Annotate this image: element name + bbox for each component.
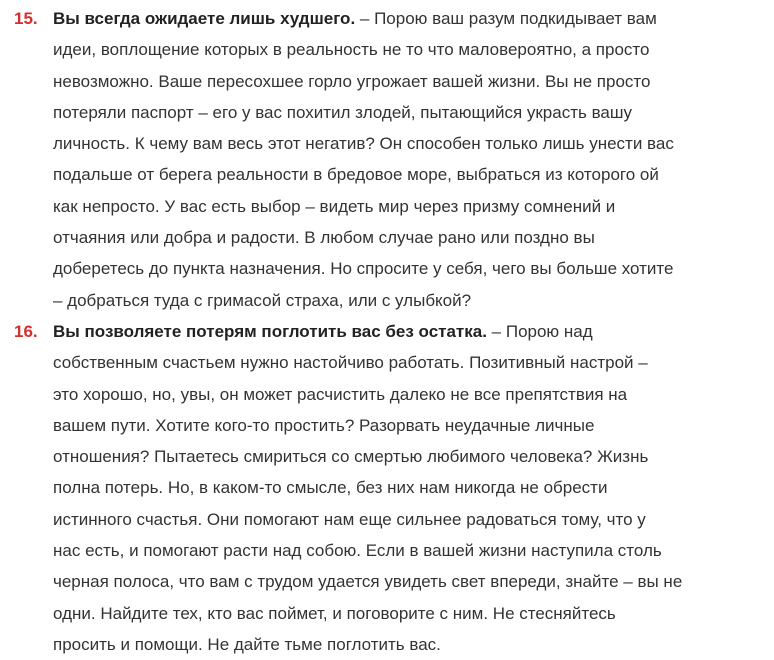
item-number: 15. [14,9,38,28]
paragraph-line: невозможно. Ваше пересохшее горло угрожает вашей жизни. Вы не просто [53,71,651,91]
paragraph-line: это хорошо, но, увы, он может расчистить далеко не все препятствия на [53,384,628,404]
paragraph-line: доберетесь до пункта назначения. Но спросите у себя, чего вы больше хотите [53,259,674,279]
paragraph-line: – добраться туда с гримасой страха, или с улыбкой? [53,290,472,310]
item-title: Вы позволяете потерям поглотить вас без остатка. [53,322,487,341]
paragraph-line: личность. К чему вам весь этот негатив? Он способен только лишь унести вас [53,134,674,154]
paragraph-line [53,3,771,34]
paragraph-line: одни. Найдите тех, кто вас поймет, и поговорите с ним. Не стесняйтесь [53,603,616,623]
paragraph-line: нас есть, и помогают расти над собою. Если в вашей жизни наступила столь [53,541,662,561]
item-title: Вы всегда ожидаете лишь худшего. [53,9,356,28]
paragraph-line: просить и помощи. Не дайте тьме поглотить вас. [53,634,441,654]
paragraph-line: вашем пути. Хотите кого-то простить? Разорвать неудачные личные [53,415,595,435]
paragraph-line [53,316,771,347]
paragraph-line: отчаяния или добра и радости. В любом случае рано или поздно вы [53,228,595,248]
paragraph-line: подальше от берега реальности в бредовое море, выбраться из которого ой [53,165,659,185]
paragraph-text: – Порою над [486,322,593,341]
paragraph-line: собственным счастьем нужно настойчиво работать. Позитивный настрой – [53,353,648,373]
paragraph-line: как непросто. У вас есть выбор – видеть мир через призму сомнений и [53,196,616,216]
paragraph-line: истинного счастья. Они помогают нам еще сильнее радоваться тому, что у [53,509,646,529]
paragraph-line: потеряли паспорт – его у вас похитил злодей, пытающийся украсть вашу [53,102,633,122]
paragraph-line: идеи, воплощение которых в реальность не то что маловероятно, а просто [53,40,650,60]
paragraph-line: отношения? Пытаетесь смириться со смертью любимого человека? Жизнь [53,447,649,467]
paragraph-line: черная полоса, что вам с трудом удается увидеть свет впереди, знайте – вы не [53,572,683,592]
item-paragraph [53,316,771,660]
item-number: 16. [14,322,38,341]
paragraph-text: – Порою ваш разум подкидывает вам [355,9,657,28]
paragraph-line: полна потерь. Но, в каком-то смысле, без них нам никогда не обрести [53,478,608,498]
item-paragraph [53,3,771,316]
